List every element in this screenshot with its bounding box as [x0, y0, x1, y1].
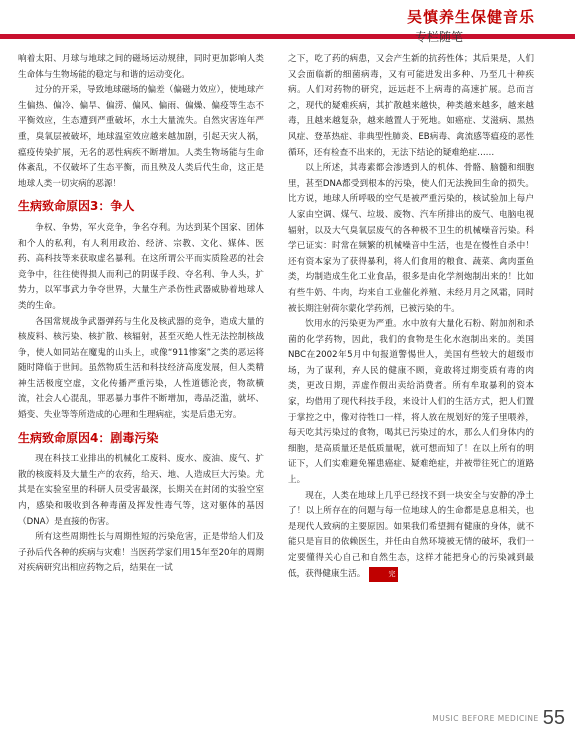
- page-number: 55: [542, 707, 565, 729]
- paragraph-text: 现在，人类在地球上几乎已经找不到一块安全与安静的净土了！以上所存在的问题与每一位地球人的生命都是息息相关，也是现代人致病的主要原因。如果我们希望拥有健康的身体，就不能只是盲目的依赖医生，并任由自然环境被无情的破坏，我们一定要懂得关心自己和自然生态，这样才能把身心的污染减到最低，获得健康生活。: [288, 490, 534, 579]
- column-subtitle: 专栏随笔: [414, 30, 463, 44]
- paragraph: 饮用水的污染更为严重。水中放有大量化石粉、附加剂和杀菌的化学药物，因此，我们的食物是生化水泡制出来的。美国NBC在2002年5月中旬报道警惕世人，美国有些较大的超级市场，为了谋利，弃人民的健康不顾，竟敢将过期变质有毒的肉类，更改日期，弄虚作假出卖给消费者。所有牟取暴利的资本家，均借用了现代科技手段，来设计人们的生活方式，把人们置于掌控之中，像对待牲口一样，将人放在规划好的笼子里喂养，每天吃其污染过的食物，喝其已污染过的水，那么人们身体内的细胞，是高质量还是低质量呢，就可想而知了！在以上所有的明证下，人们实难避免罹患癌症、疑难绝症，并被带往死亡的道路上。: [288, 319, 534, 486]
- header-red-bar: [0, 34, 575, 39]
- paragraph: 现在科技工业排出的机械化工废料、废水、废油、废气、扩散的核废料及大量生产的农药，给天、地、人造成巨大污染。尤其是在实验室里的科研人员受害最深，长期关在封闭的实验空室内，感染和吸收到各种毒菌及挥发性毒气等，这对躯体的基因（DNA）是直接的伤害。: [18, 454, 264, 527]
- column-title: 吴慎养生保健音乐: [406, 8, 535, 26]
- paragraph: 各国常规战争武器弹药与生化及核武器的竞争，造成大量的核废料、核污染、核扩散、核辐射，甚至灭绝人性无法控制核战争，使人如同站在魔鬼的山头上，或像“911惨案”之类的恶运将随时降临于世间。虽然物质生活和科技经济高度发展，但人类精神生活极度空虚，文化传播严重污染，人性道德沦丧，物欲横流，社会人心混乱，罪恶暴力事件不断增加，毒品泛滥，就坏、婚变、失业等等所造成的心理和生理病症，实是后患无穷。: [18, 316, 264, 421]
- footer-magazine-name: MUSIC BEFORE MEDICINE: [432, 714, 539, 723]
- paragraph: 响着太阳、月球与地球之间的磁场运动规律，同时更加影响人类生命体与生物场能的稳定与和谐的运动变化。: [18, 54, 264, 80]
- paragraph: 争权、争势，军火竞争，争名夺利。为达到某个国家、团体和个人的私利，有人利用政治、经济、宗教、文化、媒体、医药、高科技等来获取虚名暴利。在这所谓公平而实质险恶的社会竞争中，往往使得损人而利己的阴谋手段、夺名利、争人头，扩势力，以军事武力争夺世界，大量生产杀伤性武器威胁着地球人类的生命。: [18, 222, 264, 311]
- end-mark: 完: [369, 567, 397, 583]
- right-column: [288, 52, 534, 582]
- left-column: [18, 52, 264, 577]
- section-heading: 生病致命原因4：剧毒污染: [18, 430, 159, 445]
- section-heading: 生病致命原因3：争人: [18, 199, 135, 214]
- paragraph: 所有这些周期性长与周期性短的污染危害，正是带给人们及子孙后代各种的疾病与灾难！当医药学家们用15年至20年的周期对疾病研究出相应药物之后，结果在一试: [18, 532, 264, 574]
- paragraph: 之下，吃了药的病患，又会产生新的抗药性体；其后果是，人们又会面临新的细菌病毒，又有可能进发出多种、乃至几十种疾病。人们对药物的研究，远远赶不上病毒的高速扩展。总而言之，现代的疑难疾病，其扩散越来越快，种类越来越多，越来越毒，且越来越复杂，越来越置人于死地。如癌症、艾滋病、黑热风症、登革热症、非典型性肺炎、EB病毒、禽流感等瘟疫的恶性循环，还有检查不出来的，无法下结论的疑难绝症……: [288, 54, 534, 158]
- page-footer: [432, 707, 565, 730]
- paragraph: 以上所述，其毒素都会渗透到人的机体、骨骼、脑髓和细胞里，甚至DNA都受到根本的污染，使人们无法挽回生命的损失。比方说，地球人所呼吸的空气是被严重污染的，核试验加上每户人家由空调、煤气、垃圾、废物、汽车所排出的废气、电脑电视辐射，以及大气臭氧层废气的各种极不卫生的机械噪音污染。科学已证实：时常在频繁的机械噪音中生活，也是在慢性自杀中！还有资本家为了获得暴利，将人们食用的粮食、蔬菜、禽肉蛋鱼类，均制造成生化工业食品，很多是由化学剂炮制出来的！比如有些牛奶、牛肉，均来自工业催化养殖、未经月月之风霜，同时被长期注射荷尔蒙化学药剂，已被污染的牛。: [288, 163, 534, 314]
- paragraph: [288, 489, 534, 583]
- paragraph: 过分的开采，导致地球磁场的偏差（偏磁力效应），使地球产生偏热、偏冷、偏旱、偏涝、偏风、偏雨、偏燥、偏疫等生态不平衡效应，生态遭到严重破坏，水土大量流失。自然灾害连年严重，臭氧层被破坏，地球温室效应越来越加剧，引起天灾人祸，瘟疫传染扩展，无名的恶性病疾不断增加。人类生物场能与生命体紊乱，不仅破坏了生态平衡，而且殃及人类后代生命，这正是地球人类一切灾病的恶源！: [18, 85, 264, 189]
